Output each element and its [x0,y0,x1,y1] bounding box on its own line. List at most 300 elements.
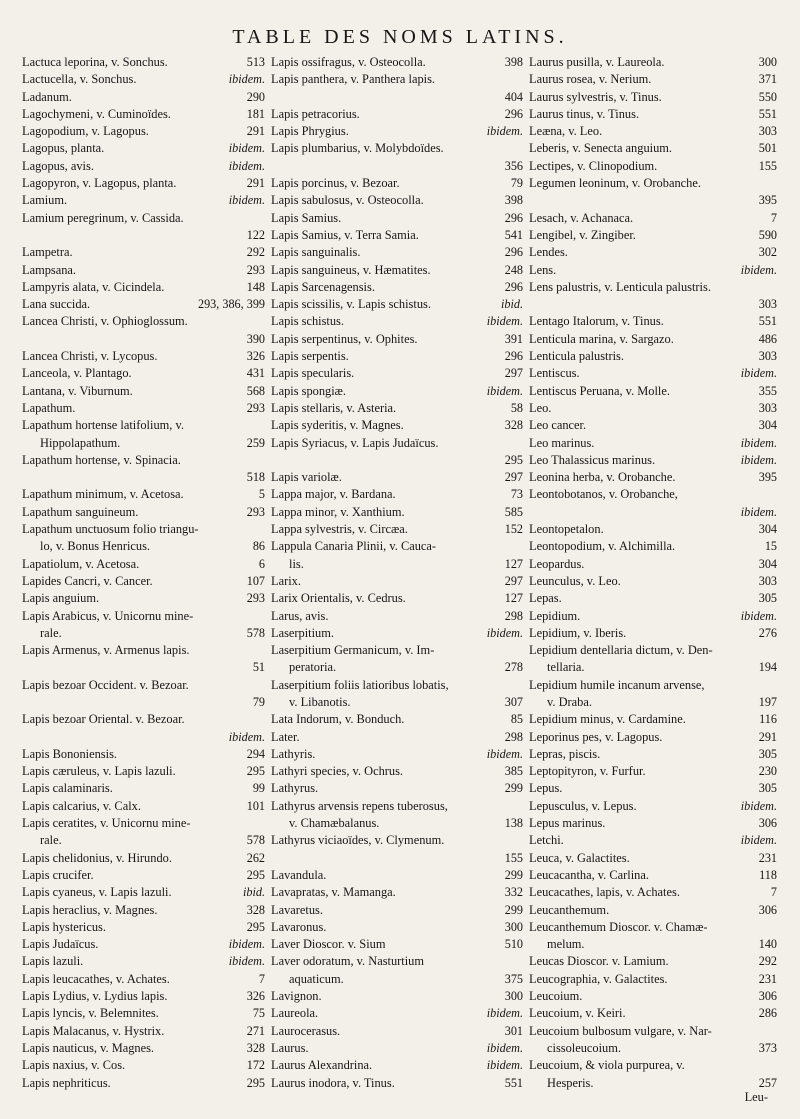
index-entry [271,54,523,71]
index-entry [529,365,777,382]
index-entry [529,746,777,763]
entry-page-ref: ibidem. [486,124,523,139]
index-entry [271,123,523,140]
index-entry [271,296,523,313]
entry-page-ref: 172 [246,1058,265,1073]
entry-page-ref: 355 [758,383,777,398]
index-entry [22,953,265,970]
entry-page-ref: 296 [504,106,523,121]
entry-page-ref: 299 [504,781,523,796]
entry-term: Leopardus. [529,556,585,571]
entry-term: lo, v. Bonus Henricus. [40,539,151,554]
entry-page-ref: 305 [758,591,777,606]
index-entry [529,659,777,676]
entry-page-ref: 303 [758,297,777,312]
index-entry [271,832,523,849]
index-entry [22,140,265,157]
entry-term: Lapis panthera, v. Panthera lapis. [271,72,436,87]
entry-term: Lapis Judaïcus. [22,937,99,952]
entry-page-ref: 518 [246,470,265,485]
entry-term: Lentiscus Peruana, v. Molle. [529,383,670,398]
index-entry [529,988,777,1005]
entry-page-ref: 75 [252,1006,265,1021]
entry-term: Lactuca leporina, v. Sonchus. [22,55,168,69]
entry-term: Laserpitium Germanicum, v. Im- [271,643,435,658]
entry-term: Lathyrus arvensis repens tuberosus, [271,798,448,813]
index-entry [529,677,777,694]
entry-term: Lapis nauticus, v. Magnes. [22,1040,155,1055]
entry-term: Lapis calcarius, v. Calx. [22,798,141,813]
entry-term: cissoleucoium. [547,1040,621,1055]
entry-page-ref: 294 [246,746,265,761]
index-entry [271,971,523,988]
entry-term: Lapis specularis. [271,366,355,381]
entry-page-ref: ibid. [500,297,523,312]
entry-term: Lapis syderitis, v. Magnes. [271,418,404,433]
entry-page-ref: 297 [504,470,523,485]
entry-term: Lapathum. [22,400,76,415]
index-entry [271,227,523,244]
entry-page-ref: 257 [758,1075,777,1090]
entry-term: rale. [40,625,62,640]
entry-page-ref: 230 [758,764,777,779]
entry-term: Larus, avis. [271,608,329,623]
entry-term: Lathyrus viciaoïdes, v. Clymenum. [271,833,445,848]
index-entry [271,1057,523,1074]
entry-page-ref: 390 [246,331,265,346]
entry-term: Lapis Syriacus, v. Lapis Judaïcus. [271,435,439,450]
entry-page-ref: 404 [504,89,523,104]
index-entry [22,521,265,538]
index-entry [529,936,777,953]
entry-term: Lentago Italorum, v. Tinus. [529,314,664,329]
entry-term: Lapathum minimum, v. Acetosa. [22,487,184,502]
index-entry [22,608,265,625]
entry-term: Lapathum sanguineum. [22,504,139,519]
index-entry [271,677,523,694]
index-entry [271,400,523,417]
entry-page-ref: 86 [252,539,265,554]
index-entry [22,832,265,849]
index-entry [22,244,265,261]
entry-term: Lapis petracorius. [271,106,360,121]
entry-page-ref: ibidem. [740,435,777,450]
index-entry [271,365,523,382]
entry-term: Lapis Phrygius. [271,124,349,139]
entry-term: Lapis porcinus, v. Bezoar. [271,176,400,191]
entry-term: Lapis serpentis. [271,349,349,364]
entry-term: Lapis Samius. [271,210,342,225]
entry-term: Leo. [529,400,552,415]
entry-page-ref: ibidem. [228,72,265,87]
entry-term: Laurus. [271,1040,309,1055]
entry-page-ref: 107 [246,573,265,588]
entry-term: Laurus rosea, v. Nerium. [529,72,652,87]
entry-term: Larix. [271,573,301,588]
index-entry [529,1057,777,1074]
entry-page-ref: 371 [758,72,777,87]
index-entry [22,867,265,884]
index-entry [22,1075,265,1092]
index-entry [271,625,523,642]
entry-term: Lapis plumbarius, v. Molybdoïdes. [271,141,444,156]
index-entry [529,832,777,849]
entry-page-ref: 231 [758,850,777,865]
entry-page-ref: ibidem. [740,833,777,848]
entry-page-ref: 306 [758,816,777,831]
index-entry [529,780,777,797]
index-entry [529,89,777,106]
entry-page-ref: 306 [758,902,777,917]
index-entry [22,123,265,140]
entry-term: Leptopityron, v. Furfur. [529,764,646,779]
entry-term: Lepus. [529,781,563,796]
index-entry [529,123,777,140]
entry-page-ref: 395 [758,193,777,208]
entry-page-ref: 5 [258,487,265,502]
index-entry [271,469,523,486]
index-entry [22,262,265,279]
entry-term: Lampetra. [22,245,73,260]
entry-page-ref: 197 [758,694,777,709]
entry-term: Later. [271,729,300,744]
entry-page-ref: 300 [758,55,777,69]
entry-term: Lesach, v. Achanaca. [529,210,634,225]
entry-term: Leuca, v. Galactites. [529,850,630,865]
index-entry [271,1005,523,1022]
index-entry [529,573,777,590]
entry-term: Leontopodium, v. Alchimilla. [529,539,676,554]
index-entry [22,331,265,348]
index-entry [271,140,523,157]
entry-term: Lepidium humile incanum arvense, [529,677,705,692]
entry-term: Leontobotanos, v. Orobanche, [529,487,678,502]
index-entry [529,625,777,642]
entry-term: Lapis heraclius, v. Magnes. [22,902,158,917]
index-entry [22,763,265,780]
index-entry [22,452,265,469]
index-entry [271,798,523,815]
entry-term: Leæna, v. Leo. [529,124,603,139]
entry-page-ref: 291 [246,124,265,139]
index-entry [529,279,777,296]
index-entry [529,210,777,227]
entry-term: Lanceola, v. Plantago. [22,366,132,381]
entry-page-ref: 305 [758,781,777,796]
index-entry [529,192,777,209]
entry-term: Lengibel, v. Zingiber. [529,227,636,242]
entry-term: Lapatiolum, v. Acetosa. [22,556,140,571]
index-entry [22,884,265,901]
entry-page-ref: 296 [504,279,523,294]
entry-page-ref: 15 [764,539,777,554]
entry-term: Lappa sylvestris, v. Circæa. [271,522,408,537]
entry-page-ref: 271 [246,1023,265,1038]
entry-term: Lata Indorum, v. Bonduch. [271,712,405,727]
entry-page-ref: 6 [258,556,265,571]
index-entry [271,590,523,607]
entry-page-ref: 58 [510,400,523,415]
entry-term: Lectipes, v. Clinopodium. [529,158,658,173]
entry-term: Hippolapathum. [40,435,121,450]
entry-page-ref: 356 [504,158,523,173]
entry-page-ref: 293 [246,262,265,277]
entry-term: Lapides Cancri, v. Cancer. [22,573,153,588]
index-entry [271,158,523,175]
entry-term: Laserpitium. [271,625,334,640]
index-entry [529,590,777,607]
index-entry [529,971,777,988]
entry-term: Lentiscus. [529,366,580,381]
index-entry [529,521,777,538]
entry-term: Lapis nephriticus. [22,1075,111,1090]
entry-term: Lapis naxius, v. Cos. [22,1058,126,1073]
entry-term: Leo cancer. [529,418,587,433]
index-entry [22,348,265,365]
entry-term: Lavignon. [271,989,322,1004]
entry-page-ref: 300 [504,989,523,1004]
entry-term: peratoria. [289,660,337,675]
entry-term: Leucacantha, v. Carlina. [529,867,649,882]
entry-term: Laurus sylvestris, v. Tinus. [529,89,662,104]
entry-page-ref: 303 [758,573,777,588]
entry-term: Lactucella, v. Sonchus. [22,72,137,87]
entry-term: Lapis Bononiensis. [22,746,117,761]
entry-page-ref: ibidem. [740,452,777,467]
index-entry [22,694,265,711]
entry-page-ref: 398 [504,193,523,208]
index-entry [271,313,523,330]
index-entry [271,417,523,434]
index-entry [22,798,265,815]
entry-term: Leucas Dioscor. v. Lamium. [529,954,669,969]
entry-page-ref: 259 [246,435,265,450]
index-entry [529,244,777,261]
entry-page-ref: 328 [504,418,523,433]
entry-term: Leucoium bulbosum vulgare, v. Nar- [529,1023,712,1038]
entry-term: Lamium. [22,193,68,208]
index-entry [271,486,523,503]
entry-page-ref: ibidem. [486,1006,523,1021]
entry-term: Lapis sanguinalis. [271,245,361,260]
entry-page-ref: 79 [252,694,265,709]
entry-page-ref: 276 [758,625,777,640]
entry-term: Lapis schistus. [271,314,344,329]
index-entry [22,746,265,763]
entry-page-ref: 328 [246,902,265,917]
entry-term: Lapis ceratites, v. Unicornu mine- [22,816,191,831]
index-entry [22,400,265,417]
entry-page-ref: 181 [246,106,265,121]
index-entry [529,348,777,365]
entry-page-ref: 326 [246,349,265,364]
entry-term: v. Draba. [547,694,592,709]
index-entry [22,677,265,694]
entry-term: Laurus tinus, v. Tinus. [529,106,640,121]
entry-term: Lepidium minus, v. Cardamine. [529,712,686,727]
index-entry [22,936,265,953]
entry-term: Larix Orientalis, v. Cedrus. [271,591,406,606]
index-entry [529,435,777,452]
index-entry [529,919,777,936]
index-entry [22,192,265,209]
entry-page-ref: ibidem. [228,729,265,744]
entry-term: Leucanthemum Dioscor. v. Chamæ- [529,919,708,934]
entry-term: Laurus pusilla, v. Laureola. [529,55,665,69]
index-entry [271,71,523,88]
entry-term: melum. [547,937,585,952]
entry-term: Lapis leucacathes, v. Achates. [22,971,170,986]
index-entry [22,89,265,106]
entry-page-ref: 292 [758,954,777,969]
entry-page-ref: 7 [770,210,777,225]
index-entry [22,417,265,434]
entry-term: Lampsana. [22,262,77,277]
entry-page-ref: 510 [504,937,523,952]
entry-term: Lapis anguium. [22,591,100,606]
index-entry [22,642,265,659]
index-entry [22,625,265,642]
entry-term: Lapis Malacanus, v. Hystrix. [22,1023,165,1038]
column-1 [22,54,265,1094]
entry-term: Lapathum hortense, v. Spinacia. [22,452,181,467]
entry-page-ref: 295 [246,1075,265,1090]
entry-term: v. Chamæbalanus. [289,816,380,831]
index-entry [22,296,265,313]
entry-term: Lavaretus. [271,902,323,917]
index-entry [22,313,265,330]
entry-page-ref: 99 [252,781,265,796]
index-entry [529,694,777,711]
entry-page-ref: 297 [504,573,523,588]
index-entry [22,815,265,832]
entry-term: tellaria. [547,660,585,675]
index-entry [271,1023,523,1040]
index-entry [529,953,777,970]
index-entry [529,1005,777,1022]
index-entry [22,469,265,486]
index-entry [529,175,777,192]
entry-term: Lana succida. [22,297,91,312]
index-entry [22,538,265,555]
entry-term: Laurus Alexandrina. [271,1058,373,1073]
entry-page-ref: ibidem. [740,504,777,519]
entry-term: Laurus inodora, v. Tinus. [271,1075,395,1090]
index-entry [271,936,523,953]
index-entry [529,400,777,417]
entry-page-ref: 73 [510,487,523,502]
index-entry [22,729,265,746]
entry-page-ref: 138 [504,816,523,831]
index-entry [22,54,265,71]
entry-term: Lepus marinus. [529,816,606,831]
entry-term: Lagopyron, v. Lagopus, planta. [22,176,177,191]
index-entry [271,348,523,365]
entry-page-ref: ibidem. [228,158,265,173]
index-entry [22,590,265,607]
entry-page-ref: 391 [504,331,523,346]
entry-term: Lagopus, planta. [22,141,105,156]
entry-page-ref: 501 [758,141,777,156]
index-entry [271,262,523,279]
index-entry [271,746,523,763]
index-entry [271,919,523,936]
entry-page-ref: 293 [246,504,265,519]
index-entry [529,642,777,659]
index-entry [22,504,265,521]
entry-term: Laver Dioscor. v. Sium [271,937,386,952]
entry-page-ref: ibidem. [228,141,265,156]
entry-page-ref: 395 [758,470,777,485]
entry-page-ref: 79 [510,176,523,191]
index-entry [271,711,523,728]
entry-term: Lampyris alata, v. Cicindela. [22,279,165,294]
entry-term: Lathyris. [271,746,316,761]
index-entry [529,504,777,521]
entry-page-ref: 299 [504,902,523,917]
index-entry [271,867,523,884]
entry-page-ref: 513 [246,55,265,69]
entry-term: Lapathum unctuosum folio triangu- [22,522,199,537]
column-3 [529,54,777,1094]
index-entry [271,210,523,227]
entry-page-ref: 297 [504,366,523,381]
entry-page-ref: 116 [759,712,777,727]
entry-term: Lapis serpentinus, v. Ophites. [271,331,418,346]
index-entry [271,383,523,400]
entry-page-ref: 551 [758,314,777,329]
index-entry [22,850,265,867]
entry-page-ref: 155 [758,158,777,173]
index-entry [22,1040,265,1057]
index-entry [529,902,777,919]
index-entry [271,244,523,261]
entry-page-ref: 303 [758,400,777,415]
index-entry [529,1075,777,1092]
entry-term: Lagopus, avis. [22,158,94,173]
entry-page-ref: ibidem. [486,1058,523,1073]
index-entry [529,815,777,832]
index-entry [22,971,265,988]
entry-term: Leucoium, & viola purpurea, v. [529,1058,685,1073]
entry-term: Lapis variolæ. [271,470,342,485]
index-entry [271,659,523,676]
entry-page-ref: 551 [504,1075,523,1090]
index-entry [529,711,777,728]
entry-term: Lantana, v. Viburnum. [22,383,133,398]
index-entry [271,556,523,573]
index-entry [22,365,265,382]
index-entry [529,383,777,400]
index-entry [22,158,265,175]
index-entry [271,1075,523,1092]
entry-term: Lepidium. [529,608,581,623]
entry-page-ref: 300 [504,919,523,934]
index-columns [22,54,777,1094]
entry-term: Leontopetalon. [529,522,604,537]
index-entry [529,1040,777,1057]
entry-term: Lapis crucifer. [22,867,94,882]
entry-term: Leo marinus. [529,435,595,450]
index-entry [529,884,777,901]
entry-term: Lapis calaminaris. [22,781,113,796]
column-2 [271,54,523,1094]
index-entry [22,1005,265,1022]
entry-term: Leucoium. [529,989,583,1004]
entry-page-ref: 541 [504,227,523,242]
index-entry [529,763,777,780]
entry-page-ref: 296 [504,210,523,225]
